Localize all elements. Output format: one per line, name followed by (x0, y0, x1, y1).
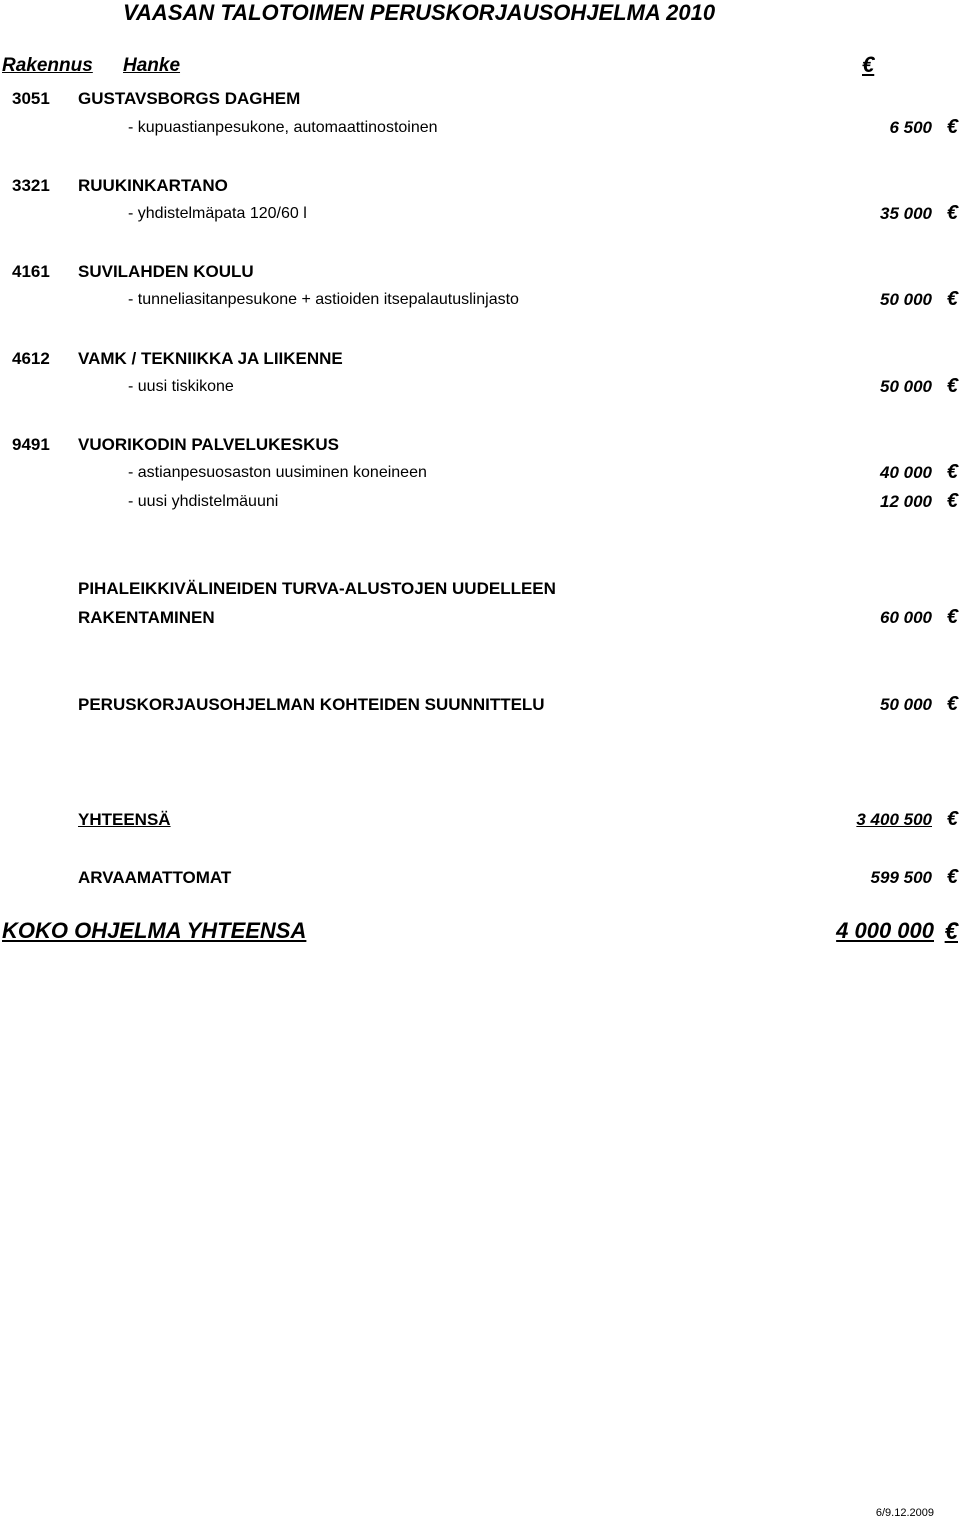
planning-amount: 50 000 (880, 695, 932, 714)
building-name: RUUKINKARTANO (78, 176, 228, 195)
project-amount: 35 000 (880, 204, 932, 223)
building-name: SUVILAHDEN KOULU (78, 262, 254, 281)
building-name: VUORIKODIN PALVELUKESKUS (78, 435, 340, 454)
project-item: - uusi yhdistelmäuuni (128, 493, 279, 510)
total-amount: 3 400 500 (856, 810, 932, 829)
euro-sign: € (946, 202, 958, 224)
euro-sign: € (944, 918, 958, 945)
footer-date: 6/9.12.2009 (875, 1507, 934, 1519)
project-amount: 50 000 (880, 377, 932, 396)
building-name: VAMK / TEKNIIKKA JA LIIKENNE (78, 349, 343, 368)
euro-sign: € (946, 116, 958, 138)
euro-sign: € (946, 375, 958, 397)
column-header-building: Rakennus (2, 55, 93, 76)
playground-label-line1: PIHALEIKKIVÄLINEIDEN TURVA-ALUSTOJEN UUDELLEEN (78, 579, 556, 598)
building-code: 3051 (12, 89, 50, 108)
project-item: - astianpesuosaston uusiminen koneineen (128, 464, 427, 481)
building-code: 9491 (12, 435, 50, 454)
building-code: 4612 (12, 349, 50, 368)
building-code: 3321 (12, 176, 50, 195)
grand-total-label: KOKO OHJELMA YHTEENSA (2, 918, 307, 943)
total-label: YHTEENSÄ (78, 810, 171, 829)
page-title: VAASAN TALOTOIMEN PERUSKORJAUSOHJELMA 2010 (123, 0, 716, 25)
euro-sign: € (946, 288, 958, 310)
project-item: - uusi tiskikone (128, 378, 234, 395)
playground-label-line2: RAKENTAMINEN (78, 608, 215, 627)
project-amount: 40 000 (880, 463, 932, 482)
euro-sign: € (946, 461, 958, 483)
euro-sign: € (946, 866, 958, 888)
euro-sign: € (946, 606, 958, 628)
project-item: - yhdistelmäpata 120/60 l (128, 205, 307, 222)
project-amount: 12 000 (880, 492, 932, 511)
project-item: - tunneliasitanpesukone + astioiden itsepalautuslinjasto (128, 291, 519, 308)
euro-sign: € (946, 808, 958, 830)
project-amount: 50 000 (880, 290, 932, 309)
building-name: GUSTAVSBORGS DAGHEM (78, 89, 301, 108)
euro-sign: € (946, 490, 958, 512)
unforeseen-amount: 599 500 (870, 868, 932, 887)
unforeseen-label: ARVAAMATTOMAT (78, 868, 232, 887)
playground-amount: 60 000 (880, 608, 932, 627)
building-code: 4161 (12, 262, 50, 281)
column-header-project: Hanke (123, 55, 181, 76)
project-amount: 6 500 (889, 118, 932, 137)
grand-total-amount: 4 000 000 (836, 918, 934, 943)
planning-label: PERUSKORJAUSOHJELMAN KOHTEIDEN SUUNNITTELU (78, 695, 545, 714)
project-item: - kupuastianpesukone, automaattinostoinen (128, 119, 438, 136)
column-header-currency: € (862, 52, 875, 77)
euro-sign: € (946, 693, 958, 715)
